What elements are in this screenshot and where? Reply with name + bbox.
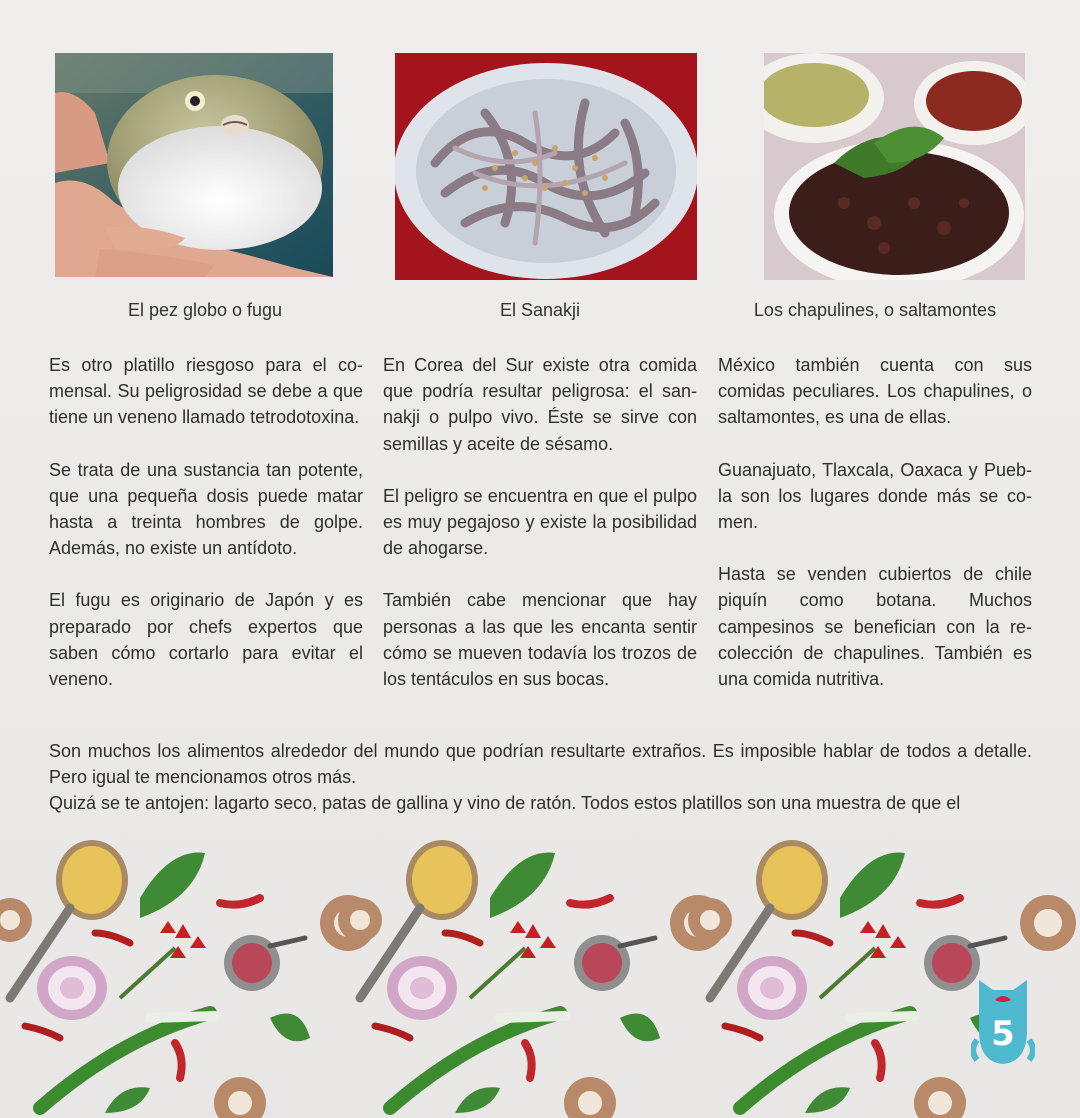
octopus-dish-photo (395, 53, 697, 280)
paragraph: También cabe mencionar que hay personas a las que les encanta sentir cómo se mueven todavía los trozos de los tentáculos en sus bocas. (383, 590, 697, 690)
paragraph: El peligro se encuentra en que el pulpo es muy pegajoso y existe la posibilidad de ahogarse. (383, 485, 697, 559)
column-fugu (49, 352, 363, 718)
paragraph: Se trata de una sustancia tan potente, que una pequeña dosis puede matar hasta a treinta hombres de golpe. Además, no existe un antídoto. (49, 459, 363, 559)
column-chapulines (718, 352, 1032, 718)
pufferfish-photo (55, 53, 333, 277)
grasshopper-dish-photo (764, 53, 1025, 280)
caption-chapulines: Los chapulines, o saltamontes (753, 300, 997, 320)
paragraph: Hasta se venden cubiertos de chile piquín como botana. Muchos campesinos se benefician con la recolección de chapulines. También es una comida nutritiva. (718, 564, 1032, 690)
food-decoration-border (0, 838, 1080, 1118)
paragraph: Guanajuato, Tlaxcala, Oaxaca y Puebla son los lugares donde más se comen. (718, 459, 1032, 533)
paragraph: El fugu es originario de Japón y es preparado por chefs expertos que saben cómo cortarlo para evitar el veneno. (49, 590, 363, 690)
column-sanakji (383, 352, 697, 718)
caption-sanakji: El Sanakji (499, 300, 581, 320)
paragraph: México también cuenta con sus comidas peculiares. Los chapulines, o saltamontes, es una de ellas. (718, 355, 1032, 428)
paragraph: Son muchos los alimentos alrededor del mundo que podrían resultarte extraños. Es imposible hablar de todos a detalle. Pero igual te mencionamos otros más. (49, 741, 1032, 788)
caption-fugu: El pez globo o fugu (127, 300, 283, 320)
bottom-text (49, 738, 1032, 817)
page-number: 5 (991, 1014, 1015, 1054)
paragraph: Quizá se te antojen: lagarto seco, patas de gallina y vino de ratón. Todos estos platillos son una muestra de que el (49, 793, 961, 814)
paragraph: Es otro platillo riesgoso para el comensal. Su peligrosidad se debe a que tiene un veneno llamado tetrodotoxina. (49, 355, 363, 428)
paragraph: En Corea del Sur existe otra comida que podría resultar peligrosa: el sannakji o pulpo vivo. Éste se sirve con semillas y aceite de sésamo. (383, 355, 697, 454)
